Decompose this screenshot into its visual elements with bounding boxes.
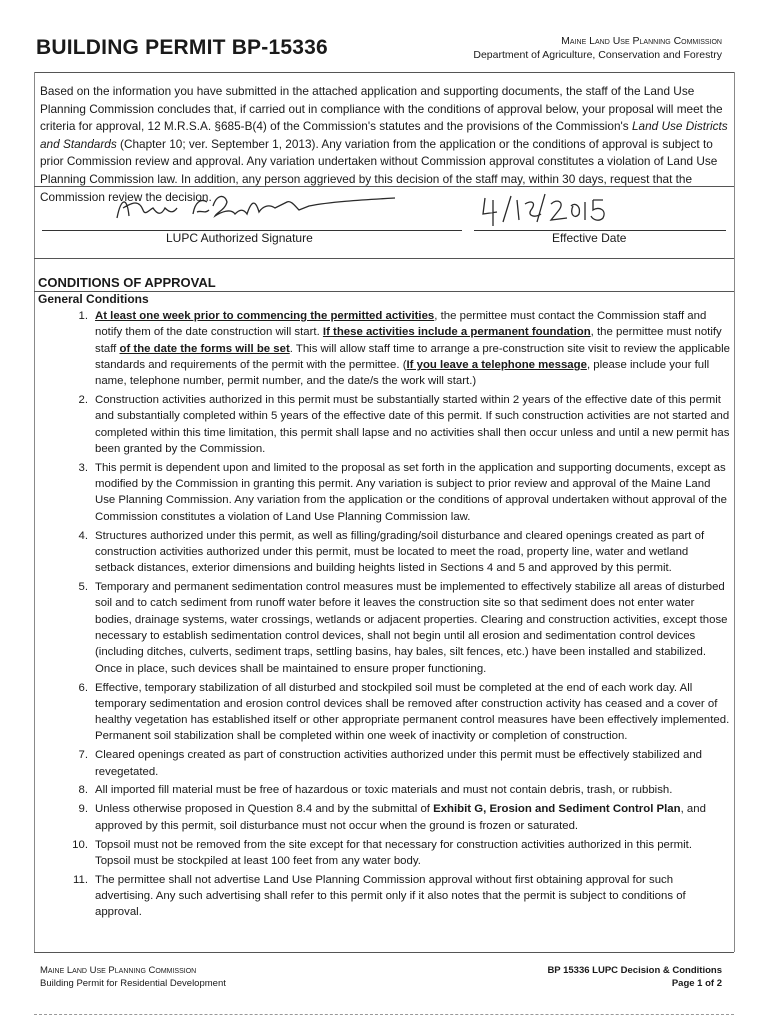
condition-item [40, 460, 730, 525]
condition-number: 5. [78, 581, 88, 594]
condition-emphasis: of the date the forms will be set [119, 342, 290, 355]
condition-item [40, 801, 730, 834]
condition-text: . This will allow staff time to arrange a pre-construction site visit to review the applicable standards and requirements of the permit with the permittee. ( [95, 342, 730, 371]
footer-doc-type: Building Permit for Residential Development [40, 978, 226, 989]
condition-item [40, 579, 730, 677]
conditions-list [40, 308, 730, 923]
condition-text: Construction activities authorized in this permit must be substantially started within 2 years of the effective date of this permit and substantially completed within 5 years of the effective date of this permit. If such construction activities are not started and completed within this time limitation, this permit shall lapse and no activities shall then occur unless and until a new permit has been granted by the Commission. [95, 394, 730, 455]
condition-number: 11. [73, 873, 88, 886]
permit-title: BUILDING PERMIT BP-15336 [36, 36, 328, 59]
condition-text: , and approved by this permit, soil disturbance must not occur when the ground is frozen or saturated. [95, 803, 706, 832]
condition-item [40, 837, 730, 870]
condition-emphasis: Exhibit G, Erosion and Sediment Control Plan [433, 803, 681, 816]
condition-number: 2. [78, 394, 88, 407]
condition-text: , please include your full name, telephone number, permit number, and the date/s the work will start.) [95, 358, 710, 388]
footer-rule [34, 952, 734, 953]
agency-name: Maine Land Use Planning Commission [561, 35, 722, 47]
condition-emphasis: If you leave a telephone message [406, 358, 587, 371]
condition-item [40, 528, 730, 577]
condition-number: 6. [78, 681, 88, 694]
intro-text-a: Based on the information you have submitted in the attached application and supporting documents, the staff of the Land Use Planning Commission concludes that, if carried out in compliance with the conditions of approval below, your proposal will meet the criteria for approval, 12 M.R.S.A. §685-B(4) of the Commission's statutes and the provisions of the Commission's [40, 84, 723, 134]
condition-item [40, 872, 730, 921]
handwritten-signature [109, 188, 399, 228]
signature-label: LUPC Authorized Signature [166, 231, 313, 245]
signature-divider [34, 258, 734, 259]
condition-emphasis: At least one week prior to commencing the permitted activities [95, 310, 435, 322]
condition-number: 1. [78, 310, 88, 322]
condition-text: Temporary and permanent sedimentation control measures must be implemented to effectively stabilize all areas of disturbed soil and to catch sediment from runoff water before it leaves the construction site so that sediment does not enter water bodies, drainage systems, water crossings, wetlands or adjacent properties. Clearing and construction activities, except those necessary to establish sedimentation control devices, shall not begin until all erosion and sedimentation control devices (including ditches, culverts, sediment traps, settling basins, hay bales, silt fences, etc.) have been installed and stabilized. Once in place, such devices shall be maintained to ensure proper functioning. [95, 581, 728, 675]
condition-number: 10. [72, 838, 88, 851]
condition-item [40, 308, 730, 389]
condition-text: Cleared openings created as part of construction activities authorized under this permit must be effectively stabilized and revegetated. [95, 749, 702, 778]
page-number: Page 1 of 2 [671, 978, 722, 989]
condition-text: This permit is dependent upon and limited to the proposal as set forth in the application and supporting documents, except as modified by the Commission in granting this permit. Any variation is subject to prior review and approval of the Maine Land Use Planning Commission. Any variation from the application or the conditions of approval undertaken without approval of the Commission constitutes a violation of Land Use Planning Commission law. [95, 461, 727, 523]
intro-text-b: (Chapter 10; ver. September 1, 2013). Any variation from the application or the conditions of approval is subject to prior Commission review and approval. Any variation undertaken without Commission approval constitutes a violation of Land Use Planning Commission law. In addition, any person aggrieved by this decision of the staff may, within 30 days, request that the Commission review the decision. [40, 136, 718, 204]
footer-agency: Maine Land Use Planning Commission [40, 965, 197, 976]
condition-item [40, 392, 730, 457]
footer-right [547, 964, 722, 990]
handwritten-date [479, 192, 629, 228]
bottom-dash-rule [34, 1014, 734, 1015]
condition-number: 9. [78, 803, 88, 816]
agency-block [473, 34, 722, 62]
date-label: Effective Date [552, 231, 627, 245]
condition-text: Topsoil must not be removed from the site except for that necessary for construction activities authorized in this permit. Topsoil must be stockpiled at least 100 feet from any water body. [95, 838, 693, 867]
condition-item [40, 782, 730, 798]
condition-emphasis: If these activities include a permanent foundation [322, 326, 591, 339]
condition-text: All imported fill material must be free of hazardous or toxic materials and must not contain debris, trash, or rubbish. [95, 784, 673, 797]
header-rule [34, 72, 734, 73]
condition-item [40, 747, 730, 780]
frame-right-line [734, 72, 735, 952]
condition-text: Unless otherwise proposed in Question 8.4 and by the submittal of [95, 803, 434, 816]
general-conditions-heading: General Conditions [38, 292, 149, 306]
signature-block [34, 186, 734, 256]
intro-text-italic: Land Use Districts and Standards [40, 119, 728, 151]
agency-department: Department of Agriculture, Conservation and Forestry [473, 49, 722, 61]
condition-number: 3. [78, 461, 88, 474]
conditions-heading: CONDITIONS OF APPROVAL [38, 275, 216, 290]
condition-text: , the permittee must contact the Commission staff and notify them of the date construction will start. [95, 310, 707, 339]
condition-number: 7. [78, 749, 88, 762]
condition-text: , the permittee must notify staff [95, 326, 722, 355]
condition-text: Effective, temporary stabilization of all disturbed and stockpiled soil must be completed at the end of each work day. All temporary sedimentation and erosion control devices shall be removed after construction activity has ceased and a cover of healthy vegetation has established itself or other appropriate permanent control measures have been effectively implemented. Permanent soil stabilization shall be completed within one week of inactivity or completion of construction. [95, 681, 730, 743]
condition-item [40, 680, 730, 745]
footer-left [40, 964, 226, 990]
condition-number: 4. [78, 529, 88, 542]
condition-text: Structures authorized under this permit, as well as filling/grading/soil disturbance and cleared openings created as part of construction activities authorized under this permit, must be located to meet the road, property line, water and wetland setback distances, exterior dimensions and building heights listed in Sections 4 and 5 and approved by this permit. [95, 529, 705, 575]
condition-text: The permittee shall not advertise Land Use Planning Commission approval without first obtaining approval for such advertising. Any such advertising shall refer to this permit only if it also notes that the permit is subject to conditions of approval. [95, 873, 686, 919]
condition-number: 8. [78, 784, 88, 797]
footer-doc-ref: BP 15336 LUPC Decision & Conditions [547, 965, 722, 976]
